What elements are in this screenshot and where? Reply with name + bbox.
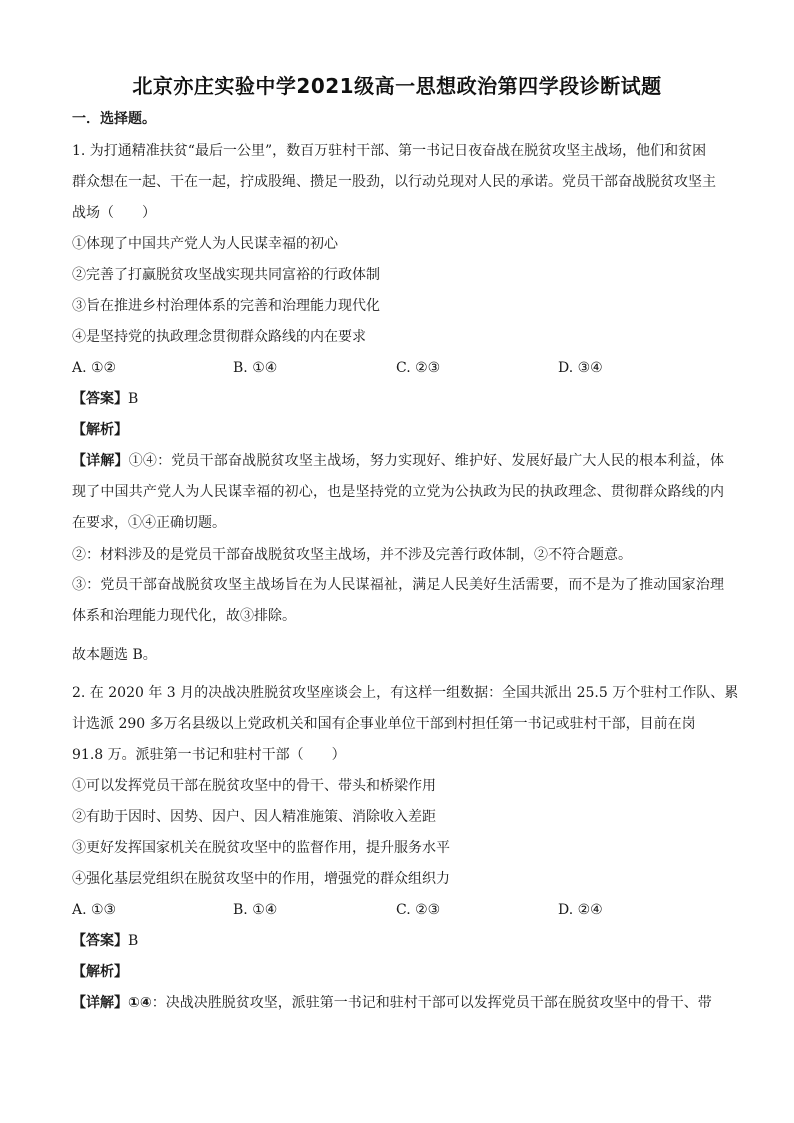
q1-detail-3: ③：党员干部奋战脱贫攻坚主战场旨在为人民谋福祉，满足人民美好生活需要，而不是为了推动国家治理体系和治理能力现代化，故③排除。: [72, 577, 724, 624]
q1-detail-2: ②：材料涉及的是党员干部奋战脱贫攻坚主战场，并不涉及完善行政体制，②不符合题意。: [72, 547, 632, 563]
detail-tag: 【详解】: [72, 453, 129, 469]
q2-analysis-tag: 【解析】: [72, 964, 128, 980]
q2-statement-4: ④强化基层党组织在脱贫攻坚中的作用，增强党的群众组织力: [72, 871, 450, 887]
q1-stem-line-1: 1. 为打通精准扶贫“最后一公里”，数百万驻村干部、第一书记日夜奋战在脱贫攻坚主战场，他们和贫困: [72, 143, 707, 159]
q1-statement-2: ②完善了打赢脱贫攻坚战实现共同富裕的行政体制: [72, 267, 380, 283]
q1-stem-line-3: 战场（ ）: [72, 205, 156, 221]
q1-conclusion: 故本题选 B。: [72, 647, 157, 663]
q2-option-a: A. ①③: [72, 902, 117, 918]
q2-statement-2: ②有助于因时、因势、因户、因人精准施策、消除收入差距: [72, 809, 436, 825]
q2-stem-line-2: 计选派 290 多万名县级以上党政机关和国有企事业单位干部到村担任第一书记或驻村干部，目前在岗: [72, 716, 696, 732]
section-heading: 一．选择题。: [72, 111, 156, 127]
q2-option-c: C. ②③: [396, 902, 441, 918]
answer-tag: 【答案】: [72, 933, 128, 949]
detail-tag: 【详解】: [72, 995, 128, 1011]
q2-stem-line-1: 2. 在 2020 年 3 月的决战决胜脱贫攻坚座谈会上，有这样一组数据：全国共派出 25.5 万个驻村工作队、累: [72, 685, 739, 701]
q2-answer: [72, 932, 138, 950]
answer-value: B: [128, 933, 139, 949]
q2-option-d: D. ②④: [558, 902, 603, 918]
q1-detail-1: [72, 446, 724, 539]
q2-stem-line-3: 91.8 万。派驻第一书记和驻村干部（ ）: [72, 747, 346, 763]
page-title: 北京亦庄实验中学2021级高一思想政治第四学段诊断试题: [132, 74, 662, 98]
answer-value: B: [128, 391, 139, 407]
detail-text: ①④：党员干部奋战脱贫攻坚主战场，努力实现好、维护好、发展好最广大人民的根本利益，体现了中国共产党人为人民谋幸福的初心，也是坚持党的立党为公执政为民的执政理念、贯彻群众路线的内在要求，①④正确切题。: [72, 453, 725, 531]
q1-answer: [72, 390, 138, 408]
detail-text: ：决战决胜脱贫攻坚，派驻第一书记和驻村干部可以发挥党员干部在脱贫攻坚中的骨干、带: [151, 995, 712, 1011]
q1-statement-3: ③旨在推进乡村治理体系的完善和治理能力现代化: [72, 298, 380, 314]
q1-statement-4: ④是坚持党的执政理念贯彻群众路线的内在要求: [72, 329, 366, 345]
q2-detail-1: [72, 994, 712, 1012]
detail-lead: ①④: [128, 995, 152, 1011]
q1-analysis-tag: 【解析】: [72, 422, 128, 438]
q2-statement-1: ①可以发挥党员干部在脱贫攻坚中的骨干、带头和桥梁作用: [72, 778, 436, 794]
q1-option-b: B. ①④: [233, 360, 278, 376]
q1-statement-1: ①体现了中国共产党人为人民谋幸福的初心: [72, 236, 338, 252]
q1-stem-line-2: 群众想在一起、干在一起，拧成股绳、攒足一股劲，以行动兑现对人民的承诺。党员干部奋战脱贫攻坚主: [72, 174, 716, 190]
q1-option-d: D. ③④: [558, 360, 603, 376]
q1-option-a: A. ①②: [72, 360, 117, 376]
answer-tag: 【答案】: [72, 391, 128, 407]
q2-option-b: B. ①④: [233, 902, 278, 918]
q2-statement-3: ③更好发挥国家机关在脱贫攻坚中的监督作用，提升服务水平: [72, 840, 450, 856]
q1-option-c: C. ②③: [396, 360, 441, 376]
